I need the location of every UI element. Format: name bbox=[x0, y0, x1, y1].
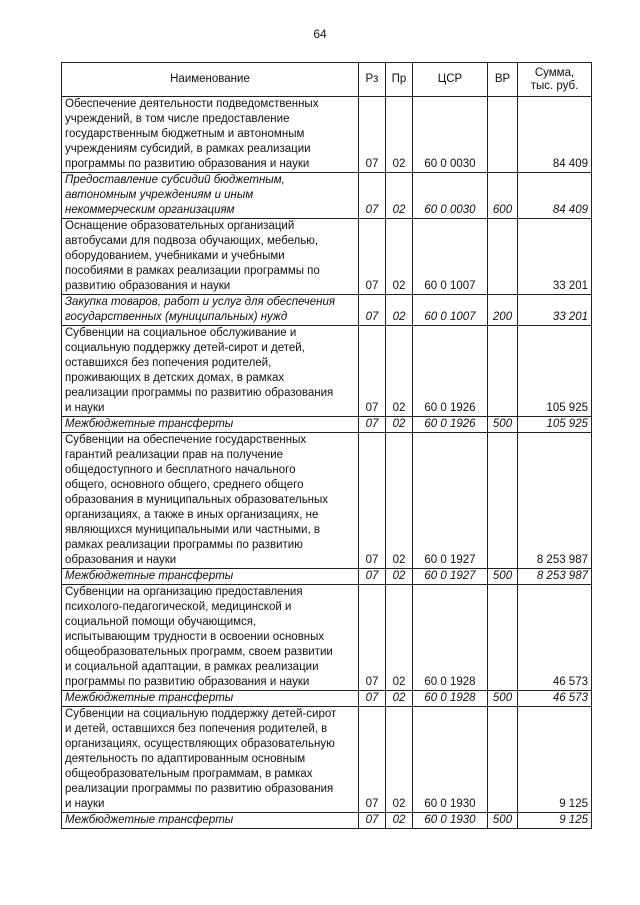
header-rz: Рз bbox=[359, 63, 386, 97]
cell-name: Субвенции на социальное обслуживание и социальную поддержку детей-сирот и детей, оставшихся без попечения родителей, проживающих в детских домах, в рамках реализации программы по развитию образования и науки bbox=[62, 326, 359, 417]
cell-sum: 9 125 bbox=[518, 707, 592, 813]
cell-pr: 02 bbox=[386, 417, 413, 433]
cell-vr bbox=[488, 219, 518, 295]
header-pr: Пр bbox=[386, 63, 413, 97]
cell-sum: 9 125 bbox=[518, 813, 592, 829]
header-csr: ЦСР bbox=[413, 63, 488, 97]
table-body bbox=[62, 97, 592, 829]
cell-name: Субвенции на обеспечение государственных гарантий реализации прав на получение общедоступного и бесплатного начального общего, основного общего, среднего общего образования в муниципальных образовательных организациях, а также в иных организациях, не являющихся муниципальными или частными, в рамках реализации программы по развитию образования и науки bbox=[62, 433, 359, 569]
cell-rz: 07 bbox=[359, 691, 386, 707]
table-row bbox=[62, 97, 592, 173]
cell-name: Субвенции на организацию предоставления психолого-педагогической, медицинской и социальной помощи обучающимся, испытывающим трудности в освоении основных общеобразовательных программ, своем развитии и социальной адаптации, в рамках реализации программы по развитию образования и науки bbox=[62, 585, 359, 691]
header-vr: ВР bbox=[488, 63, 518, 97]
cell-name: Субвенции на социальную поддержку детей-сирот и детей, оставшихся без попечения родителей, в организациях, осуществляющих образовательную деятельность по адаптированным основным общеобразовательным программам, в рамках реализации программы по развитию образования и науки bbox=[62, 707, 359, 813]
cell-name: Межбюджетные трансферты bbox=[62, 417, 359, 433]
table-row bbox=[62, 295, 592, 326]
table-row bbox=[62, 326, 592, 417]
cell-rz: 07 bbox=[359, 707, 386, 813]
cell-sum: 8 253 987 bbox=[518, 569, 592, 585]
cell-sum: 105 925 bbox=[518, 417, 592, 433]
cell-vr bbox=[488, 326, 518, 417]
cell-csr: 60 0 1927 bbox=[413, 569, 488, 585]
cell-sum: 46 573 bbox=[518, 585, 592, 691]
cell-sum: 105 925 bbox=[518, 326, 592, 417]
cell-sum: 8 253 987 bbox=[518, 433, 592, 569]
table-header-row bbox=[62, 63, 592, 97]
cell-rz: 07 bbox=[359, 569, 386, 585]
cell-name: Закупка товаров, работ и услуг для обеспечения государственных (муниципальных) нужд bbox=[62, 295, 359, 326]
cell-pr: 02 bbox=[386, 569, 413, 585]
table-row bbox=[62, 173, 592, 219]
cell-vr bbox=[488, 97, 518, 173]
table-row bbox=[62, 219, 592, 295]
cell-vr: 500 bbox=[488, 417, 518, 433]
cell-name: Обеспечение деятельности подведомственных учреждений, в том числе предоставление государственным бюджетным и автономным учреждениям субсидий, в рамках реализации программы по развитию образования и науки bbox=[62, 97, 359, 173]
header-sum: Сумма, тыс. руб. bbox=[518, 63, 592, 97]
cell-csr: 60 0 1007 bbox=[413, 219, 488, 295]
cell-name: Межбюджетные трансферты bbox=[62, 569, 359, 585]
cell-rz: 07 bbox=[359, 219, 386, 295]
cell-pr: 02 bbox=[386, 707, 413, 813]
cell-pr: 02 bbox=[386, 295, 413, 326]
budget-table bbox=[61, 62, 592, 829]
cell-rz: 07 bbox=[359, 417, 386, 433]
table-row bbox=[62, 707, 592, 813]
cell-csr: 60 0 1926 bbox=[413, 326, 488, 417]
cell-vr bbox=[488, 707, 518, 813]
table-row bbox=[62, 691, 592, 707]
table-row bbox=[62, 569, 592, 585]
cell-sum: 33 201 bbox=[518, 219, 592, 295]
cell-sum: 84 409 bbox=[518, 97, 592, 173]
cell-sum: 46 573 bbox=[518, 691, 592, 707]
cell-vr bbox=[488, 433, 518, 569]
cell-csr: 60 0 1926 bbox=[413, 417, 488, 433]
cell-pr: 02 bbox=[386, 219, 413, 295]
page-number: 64 bbox=[313, 27, 327, 41]
header-name: Наименование bbox=[62, 63, 359, 97]
cell-pr: 02 bbox=[386, 813, 413, 829]
cell-csr: 60 0 1007 bbox=[413, 295, 488, 326]
cell-pr: 02 bbox=[386, 433, 413, 569]
cell-rz: 07 bbox=[359, 585, 386, 691]
cell-name: Предоставление субсидий бюджетным, автономным учреждениям и иным некоммерческим организациям bbox=[62, 173, 359, 219]
cell-rz: 07 bbox=[359, 813, 386, 829]
cell-csr: 60 0 1930 bbox=[413, 813, 488, 829]
cell-pr: 02 bbox=[386, 97, 413, 173]
cell-vr: 500 bbox=[488, 691, 518, 707]
cell-name: Межбюджетные трансферты bbox=[62, 813, 359, 829]
cell-sum: 33 201 bbox=[518, 295, 592, 326]
table-row bbox=[62, 585, 592, 691]
table-row bbox=[62, 417, 592, 433]
cell-csr: 60 0 1928 bbox=[413, 691, 488, 707]
cell-rz: 07 bbox=[359, 173, 386, 219]
cell-vr: 600 bbox=[488, 173, 518, 219]
cell-rz: 07 bbox=[359, 326, 386, 417]
cell-csr: 60 0 0030 bbox=[413, 97, 488, 173]
cell-pr: 02 bbox=[386, 585, 413, 691]
table-row bbox=[62, 813, 592, 829]
cell-pr: 02 bbox=[386, 326, 413, 417]
cell-name: Оснащение образовательных организаций автобусами для подвоза обучающих, мебелью, оборудованием, учебниками и учебными пособиями в рамках реализации программы по развитию образования и науки bbox=[62, 219, 359, 295]
cell-pr: 02 bbox=[386, 173, 413, 219]
table-row bbox=[62, 433, 592, 569]
cell-sum: 84 409 bbox=[518, 173, 592, 219]
cell-csr: 60 0 1930 bbox=[413, 707, 488, 813]
cell-rz: 07 bbox=[359, 433, 386, 569]
cell-vr bbox=[488, 585, 518, 691]
cell-csr: 60 0 1927 bbox=[413, 433, 488, 569]
cell-rz: 07 bbox=[359, 97, 386, 173]
cell-vr: 500 bbox=[488, 813, 518, 829]
cell-name: Межбюджетные трансферты bbox=[62, 691, 359, 707]
cell-vr: 200 bbox=[488, 295, 518, 326]
cell-csr: 60 0 1928 bbox=[413, 585, 488, 691]
cell-vr: 500 bbox=[488, 569, 518, 585]
cell-csr: 60 0 0030 bbox=[413, 173, 488, 219]
cell-pr: 02 bbox=[386, 691, 413, 707]
cell-rz: 07 bbox=[359, 295, 386, 326]
